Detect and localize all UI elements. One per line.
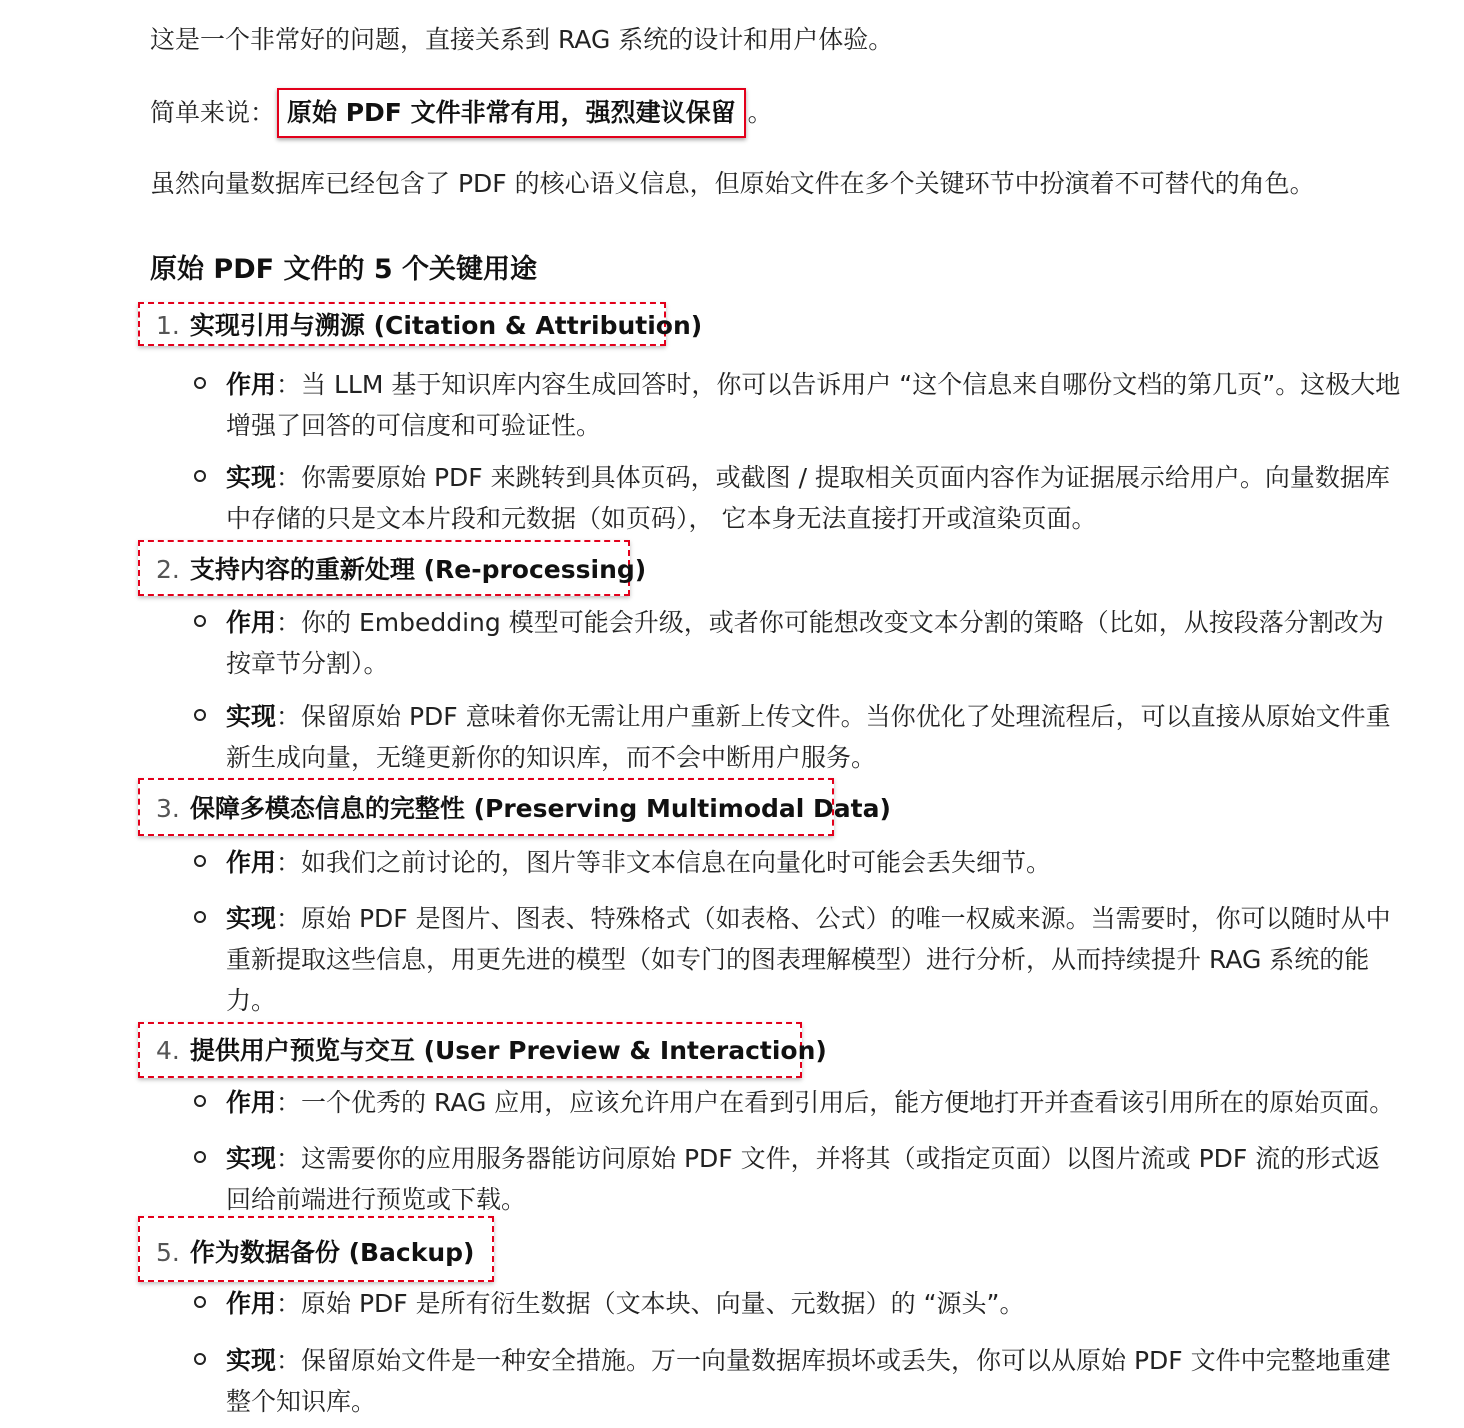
item-number: 1. bbox=[156, 311, 180, 340]
sub-label: 实现 bbox=[226, 463, 277, 492]
item-title-text: 提供用户预览与交互 (User Preview & Interaction) bbox=[189, 1036, 827, 1065]
sub-item-impl bbox=[226, 457, 1401, 539]
list-item-title-4 bbox=[138, 1022, 827, 1078]
circle-bullet-icon bbox=[194, 1296, 206, 1308]
context-line: 虽然向量数据库已经包含了 PDF 的核心语义信息，但原始文件在多个关键环节中扮演着不可替代的角色。 bbox=[150, 169, 1315, 198]
sub-item-role bbox=[226, 1283, 1401, 1324]
item-number: 2. bbox=[156, 555, 180, 584]
sub-text: ：一个优秀的 RAG 应用，应该允许用户在看到引用后，能方便地打开并查看该引用所在的原始页面。 bbox=[276, 1088, 1395, 1117]
sub-text: ：你需要原始 PDF 来跳转到具体页码，或截图 / 提取相关页面内容作为证据展示给用户。向量数据库中存储的只是文本片段和元数据（如页码）， 它本身无法直接打开或渲染页面。 bbox=[226, 463, 1390, 533]
circle-bullet-icon bbox=[194, 615, 206, 627]
sub-label: 实现 bbox=[226, 1144, 277, 1173]
section-heading: 原始 PDF 文件的 5 个关键用途 bbox=[150, 254, 538, 285]
item-number: 5. bbox=[156, 1238, 180, 1267]
sub-label: 实现 bbox=[226, 702, 277, 731]
item-number: 3. bbox=[156, 794, 180, 823]
sub-label: 实现 bbox=[226, 904, 277, 933]
sub-text: ：这需要你的应用服务器能访问原始 PDF 文件，并将其（或指定页面）以图片流或 PDF 流的形式返回给前端进行预览或下载。 bbox=[226, 1144, 1381, 1214]
sub-item-role bbox=[226, 1082, 1401, 1123]
circle-bullet-icon bbox=[194, 1151, 206, 1163]
sub-text: ：你的 Embedding 模型可能会升级，或者你可能想改变文本分割的策略（比如，从按段落分割改为按章节分割）。 bbox=[226, 608, 1384, 678]
sub-text: ：如我们之前讨论的，图片等非文本信息在向量化时可能会丢失细节。 bbox=[276, 848, 1052, 877]
summary-prefix: 简单来说： bbox=[150, 98, 276, 127]
item-title-text: 作为数据备份 (Backup) bbox=[189, 1238, 475, 1267]
sub-item-impl bbox=[226, 1340, 1401, 1422]
sub-item-impl bbox=[226, 696, 1401, 778]
circle-bullet-icon bbox=[194, 911, 206, 923]
circle-bullet-icon bbox=[194, 470, 206, 482]
sub-item-role bbox=[226, 842, 1401, 883]
circle-bullet-icon bbox=[194, 709, 206, 721]
sub-label: 作用 bbox=[226, 1289, 277, 1318]
summary-highlight: 原始 PDF 文件非常有用，强烈建议保留 bbox=[277, 88, 746, 138]
sub-item-role bbox=[226, 602, 1401, 684]
sub-text: ：保留原始 PDF 意味着你无需让用户重新上传文件。当你优化了处理流程后，可以直接从原始文件重新生成向量，无缝更新你的知识库，而不会中断用户服务。 bbox=[226, 702, 1391, 772]
list-item-title-1 bbox=[138, 302, 703, 346]
item-number: 4. bbox=[156, 1036, 180, 1065]
intro-line: 这是一个非常好的问题，直接关系到 RAG 系统的设计和用户体验。 bbox=[150, 25, 894, 54]
sub-text: ：当 LLM 基于知识库内容生成回答时，你可以告诉用户 “这个信息来自哪份文档的第几页”。这极大地增强了回答的可信度和可验证性。 bbox=[226, 370, 1401, 440]
item-title-text: 保障多模态信息的完整性 (Preserving Multimodal Data) bbox=[189, 794, 891, 823]
circle-bullet-icon bbox=[194, 855, 206, 867]
sub-item-impl bbox=[226, 1138, 1401, 1220]
sub-item-impl bbox=[226, 898, 1401, 1021]
sub-item-role bbox=[226, 364, 1401, 446]
sub-label: 实现 bbox=[226, 1346, 277, 1375]
list-item-title-2 bbox=[138, 540, 647, 596]
sub-label: 作用 bbox=[226, 370, 277, 399]
sub-label: 作用 bbox=[226, 1088, 277, 1117]
sub-label: 作用 bbox=[226, 848, 277, 877]
list-item-title-5 bbox=[138, 1216, 494, 1282]
item-title-text: 实现引用与溯源 (Citation & Attribution) bbox=[189, 311, 703, 340]
circle-bullet-icon bbox=[194, 377, 206, 389]
sub-text: ：原始 PDF 是所有衍生数据（文本块、向量、元数据）的 “源头”。 bbox=[276, 1289, 1025, 1318]
summary-suffix: 。 bbox=[747, 98, 773, 127]
sub-text: ：原始 PDF 是图片、图表、特殊格式（如表格、公式）的唯一权威来源。当需要时，你可以随时从中重新提取这些信息，用更先进的模型（如专门的图表理解模型）进行分析，从而持续提升 RAG 系统的能力。 bbox=[226, 904, 1391, 1015]
summary-line bbox=[150, 88, 773, 138]
item-title-text: 支持内容的重新处理 (Re-processing) bbox=[189, 555, 647, 584]
sub-text: ：保留原始文件是一种安全措施。万一向量数据库损坏或丢失，你可以从原始 PDF 文件中完整地重建整个知识库。 bbox=[226, 1346, 1391, 1416]
circle-bullet-icon bbox=[194, 1353, 206, 1365]
circle-bullet-icon bbox=[194, 1095, 206, 1107]
list-item-title-3 bbox=[138, 778, 891, 836]
sub-label: 作用 bbox=[226, 608, 277, 637]
